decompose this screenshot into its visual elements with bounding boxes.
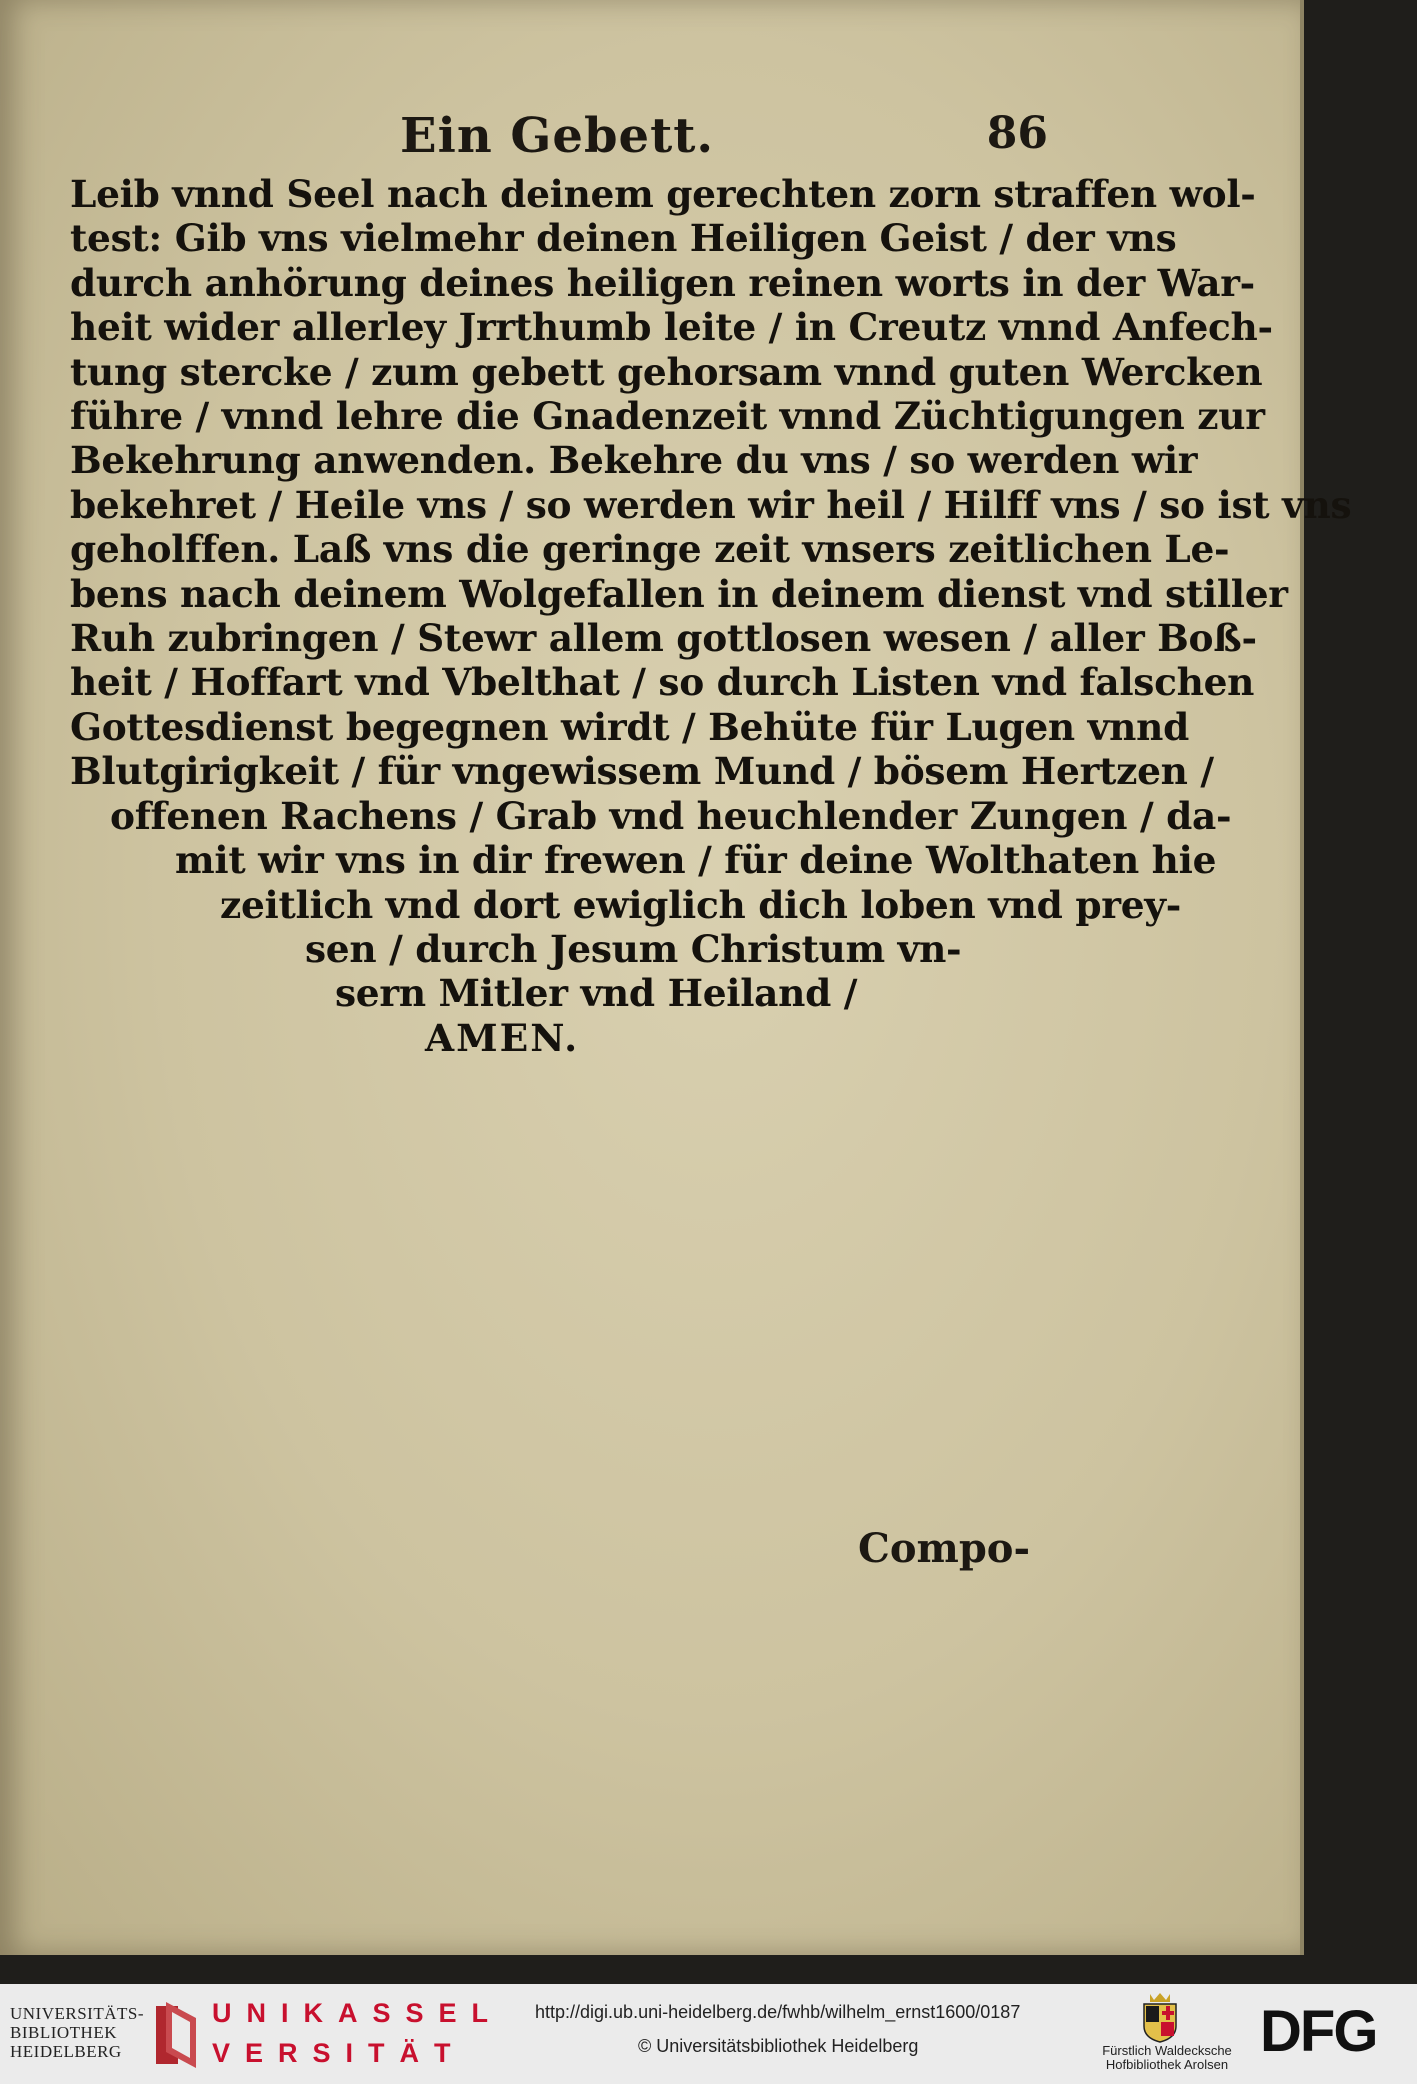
text-line: zeitlich vnd dort ewiglich dich loben vnd prey- <box>220 882 1182 927</box>
text-line: führe / vnnd lehre die Gnadenzeit vnnd Züchtigungen zur <box>70 394 1265 439</box>
text-line: Gottesdienst begegnen wirdt / Behüte für Lugen vnnd <box>70 704 1189 749</box>
ub-heidelberg-name <box>10 2004 150 2061</box>
kassel-logo-line: VERSITÄT <box>212 2038 466 2068</box>
page-number: 86 <box>986 108 1048 159</box>
text-line: heit / Hoffart vnd Vbelthat / so durch Listen vnd falschen <box>70 660 1255 705</box>
copyright-notice: © Universitätsbibliothek Heidelberg <box>638 2036 919 2056</box>
text-line: offenen Rachens / Grab vnd heuchlender Zungen / da- <box>110 793 1232 838</box>
text-line: Ruh zubringen / Stewr allem gottlosen wesen / aller Boß- <box>70 616 1257 661</box>
text-line: bekehret / Heile vns / so werden wir heil / Hilff vns / so ist vns <box>70 482 1352 527</box>
text-line: tung stercke / zum gebett gehorsam vnnd guten Wercken <box>70 349 1263 394</box>
fwhb-name-line: Hofbibliothek Arolsen <box>1105 2057 1229 2072</box>
text-line: geholffen. Laß vns die geringe zeit vnsers zeitlichen Le- <box>70 527 1230 572</box>
text-line: sen / durch Jesum Christum vn- <box>305 926 962 971</box>
digitization-footer <box>0 1984 1417 2084</box>
kassel-logo-line: UNIKASSEL <box>212 1998 504 2028</box>
text-line: bens nach deinem Wolgefallen in deinem dienst vnd stiller <box>70 571 1288 616</box>
ub-name-line: UNIVERSITÄTS- <box>10 2004 144 2023</box>
prayer-text <box>70 172 1352 1060</box>
text-line: heit wider allerley Jrrthumb leite / in Creutz vnnd Anfech- <box>70 305 1273 350</box>
ub-heidelberg-logo-icon <box>152 1998 204 2070</box>
text-line: Leib vnnd Seel nach deinem gerechten zorn straffen wol- <box>70 172 1256 216</box>
amen-line: AMEN. <box>425 1015 580 1060</box>
catchword: Compo- <box>858 1525 1031 1572</box>
waldeck-crest-icon <box>1140 1992 1180 2044</box>
text-line: durch anhörung deines heiligen reinen worts in der War- <box>70 260 1255 305</box>
text-line: test: Gib vns vielmehr deinen Heiligen Geist / der vns <box>70 216 1177 261</box>
text-line: Blutgirigkeit / für vngewissem Mund / bösem Hertzen / <box>70 749 1214 794</box>
fwhb-name-line: Fürstlich Waldecksche <box>1102 2043 1232 2058</box>
running-head: Ein Gebett. <box>400 108 715 164</box>
ub-name-line: BIBLIOTHEK <box>10 2023 117 2042</box>
text-line: mit wir vns in dir frewen / für deine Wolthaten hie <box>175 838 1217 883</box>
ub-name-line: HEIDELBERG <box>10 2042 122 2061</box>
page-header <box>400 108 1048 168</box>
dfg-logo: DFG <box>1260 1999 1377 2064</box>
text-line: Bekehrung anwenden. Bekehre du vns / so werden wir <box>70 438 1198 483</box>
fwhb-name <box>1092 2044 1242 2072</box>
text-line: sern Mitler vnd Heiland / <box>335 971 858 1016</box>
permalink-url[interactable]: http://digi.ub.uni-heidelberg.de/fwhb/wilhelm_ernst1600/0187 <box>535 2002 1021 2022</box>
